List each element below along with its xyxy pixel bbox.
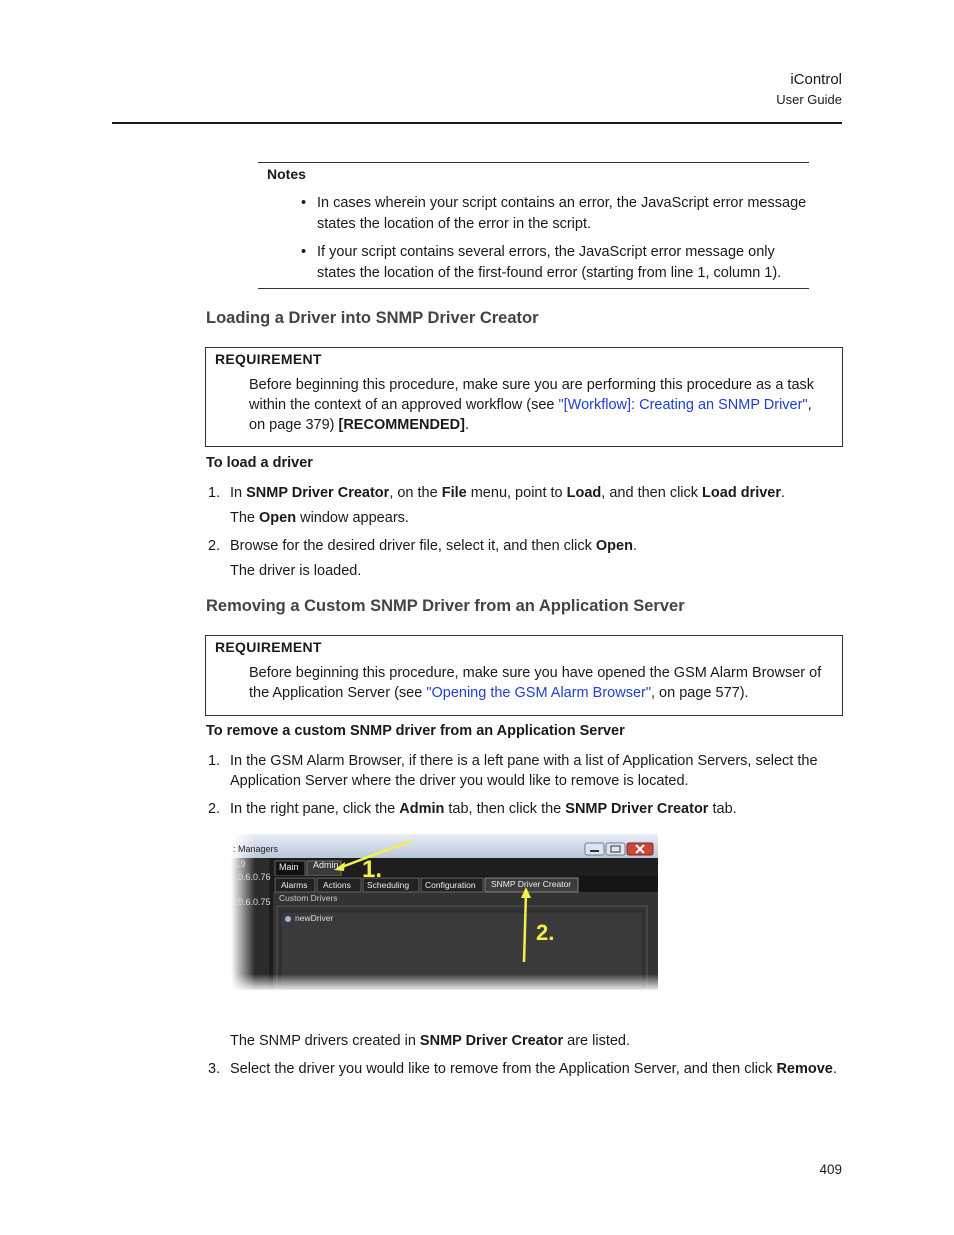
section-heading-load-driver: Loading a Driver into SNMP Driver Creator (206, 309, 539, 327)
server-item[interactable]: 10.6.0.75 (233, 897, 271, 907)
page-number: 409 (819, 1162, 842, 1177)
header-guide: User Guide (776, 92, 842, 107)
step-item: 3. Select the driver you would like to remove from the Application Server, and then click Remove. (208, 1061, 837, 1077)
window-title: : Managers (233, 844, 279, 854)
step-result: The Open window appears. (230, 510, 409, 526)
requirement-title: REQUIREMENT (215, 351, 322, 367)
step-item: 2. Browse for the desired driver file, select it, and then click Open. (208, 538, 637, 554)
requirement-title: REQUIREMENT (215, 639, 322, 655)
tab-admin[interactable]: Admin (313, 860, 339, 870)
requirement-text: Before beginning this procedure, make sure you have opened the GSM Alarm Browser of the Application Server (see "Opening the GSM Alarm Browser", on page 577). (249, 665, 822, 701)
tab-configuration[interactable]: Configuration (425, 880, 476, 890)
tab-main[interactable]: Main (279, 862, 299, 872)
window-buttons (585, 843, 653, 855)
tab-actions[interactable]: Actions (323, 880, 351, 890)
step-item: 2. In the right pane, click the Admin tab, then click the SNMP Driver Creator tab. (208, 801, 737, 817)
header-rule (112, 122, 842, 124)
step-item: 1. In the GSM Alarm Browser, if there is a left pane with a list of Application Servers, select the Application Server where the driver you would like to remove is located. (208, 753, 818, 789)
callout-2: 2. (536, 920, 555, 945)
gsm-alarm-browser-link[interactable]: "Opening the GSM Alarm Browser" (426, 685, 651, 701)
driver-tree-icon (285, 916, 291, 922)
procedure-title: To load a driver (206, 455, 313, 471)
notes-box (258, 162, 809, 289)
notes-title: Notes (267, 166, 306, 182)
notes-item: • If your script contains several errors, the JavaScript error message only states the location of the first-found error (starting from line 1, column 1). (301, 244, 782, 281)
step-result: The SNMP drivers created in SNMP Driver Creator are listed. (230, 1033, 631, 1049)
procedure-title: To remove a custom SNMP driver from an Application Server (206, 723, 625, 739)
header-product: iControl (790, 71, 842, 88)
admin-tab-screenshot (231, 834, 658, 990)
notes-item: • In cases wherein your script contains an error, the JavaScript error message states the location of the error in the script. (301, 195, 807, 232)
driver-tree-item[interactable]: newDriver (295, 913, 334, 923)
custom-drivers-label: Custom Drivers (279, 893, 338, 903)
step-item: 1. In SNMP Driver Creator, on the File menu, point to Load, and then click Load driver. (208, 485, 786, 501)
section-heading-remove-driver: Removing a Custom SNMP Driver from an Application Server (206, 597, 685, 615)
callout-1: 1. (362, 856, 383, 883)
server-item[interactable]: 5.9 (233, 859, 246, 869)
requirement-text: Before beginning this procedure, make sure you are performing this procedure as a task within the context of an approved workflow (see "[Workflow]: Creating an SNMP Driver", on page 379) [RECOMMENDED]. (249, 377, 815, 433)
step-result: The driver is loaded. (230, 563, 362, 579)
tab-alarms[interactable]: Alarms (281, 880, 308, 890)
requirement-box (205, 347, 843, 447)
requirement-box (205, 635, 843, 716)
workflow-link[interactable]: "[Workflow]: Creating an SNMP Driver" (558, 397, 808, 413)
tab-scheduling[interactable]: Scheduling (367, 880, 410, 890)
tab-snmp-driver-creator[interactable]: SNMP Driver Creator (491, 879, 572, 889)
server-item[interactable]: 10.6.0.76 (233, 872, 271, 882)
notes-list (258, 193, 809, 291)
